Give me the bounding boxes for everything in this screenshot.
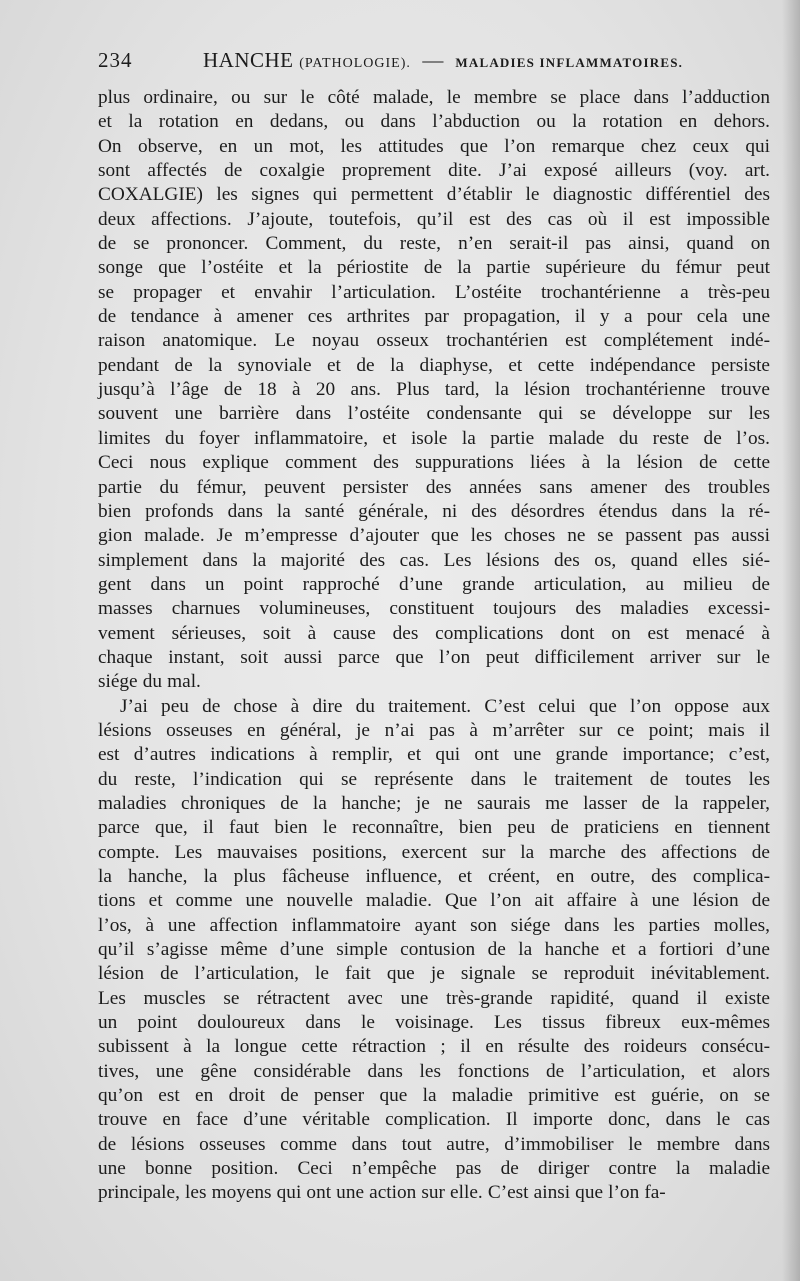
text-line: se propager et envahir l’articulation. L’ostéite trochantérienne a très-peu [98, 281, 770, 303]
text-line: de lésions osseuses comme dans tout autre, d’immobiliser le membre dans [98, 1133, 770, 1155]
text-line: songe que l’ostéite et la périostite de la partie supérieure du fémur peut [98, 257, 770, 279]
running-head-title [203, 48, 683, 73]
paragraph-1 [98, 86, 770, 695]
text-line: qu’on est en droit de penser que la maladie primitive est guérie, on se [98, 1085, 770, 1107]
text-line: vement sérieuses, soit à cause des complications dont on est menacé à [98, 622, 770, 644]
page-number: 234 [98, 48, 133, 72]
text-line: un point douloureux dans le voisinage. Les tissus fibreux eux-mêmes [98, 1012, 770, 1034]
text-line: de se prononcer. Comment, du reste, n’en serait-il pas ainsi, quand on [98, 233, 770, 255]
text-line: bien profonds dans la santé générale, ni des désordres étendus dans la ré- [98, 500, 770, 522]
text-line: subissent à la longue cette rétraction ; il en résulte des roideurs consécu- [98, 1036, 770, 1058]
running-head-dash: — [422, 48, 444, 72]
page-edge-shadow [782, 0, 800, 1281]
running-head-paren: (PATHOLOGIE). [299, 56, 411, 71]
text-line: COXALGIE) les signes qui permettent d’établir le diagnostic différentiel des [98, 184, 770, 206]
text-line: chaque instant, soit aussi parce que l’on peut difficilement arriver sur le [98, 646, 770, 668]
text-line: simplement dans la majorité des cas. Les lésions des os, quand elles sié- [98, 549, 770, 571]
text-line: de tendance à amener ces arthrites par propagation, il y a pour cela une [98, 306, 770, 328]
text-line: gion malade. Je m’empresse d’ajouter que les choses ne se passent pas aussi [98, 525, 770, 547]
text-line: est d’autres indications à remplir, et qui ont une grande importance; c’est, [98, 744, 770, 766]
text-line: parce que, il faut bien le reconnaître, bien peu de praticiens en tiennent [98, 817, 770, 839]
text-line: J’ai peu de chose à dire du traitement. C’est celui que l’on oppose aux [120, 695, 770, 717]
text-line: souvent une barrière dans l’ostéite condensante qui se développe sur les [98, 403, 770, 425]
running-head-main: HANCHE [203, 48, 294, 72]
text-line: trouve en face d’une véritable complication. Il importe donc, dans le cas [98, 1109, 770, 1131]
text-line: tives, une gêne considérable dans les fonctions de l’articulation, et alors [98, 1060, 770, 1082]
text-line: On observe, en un mot, les attitudes que l’on remarque chez ceux qui [98, 135, 770, 157]
text-line: Les muscles se rétractent avec une très-grande rapidité, quand il existe [98, 987, 770, 1009]
text-line: tions et comme une nouvelle maladie. Que l’on ait affaire à une lésion de [98, 890, 770, 912]
text-line: jusqu’à l’âge de 18 à 20 ans. Plus tard, la lésion trochantérienne trouve [98, 379, 770, 401]
text-line: Ceci nous explique comment des suppurations liées à la lésion de cette [98, 452, 770, 474]
text-line: compte. Les mauvaises positions, exercent sur la marche des affections de [98, 841, 770, 863]
text-line: une bonne position. Ceci n’empêche pas de diriger contre la maladie [98, 1158, 770, 1180]
text-line: et la rotation en dedans, ou dans l’abduction ou la rotation en dehors. [98, 111, 770, 133]
text-line: raison anatomique. Le noyau osseux trochantérien est complétement indé- [98, 330, 770, 352]
text-line: sont affectés de coxalgie proprement dite. J’ai exposé ailleurs (voy. art. [98, 160, 770, 182]
running-header [98, 48, 738, 78]
running-head-subtitle: MALADIES INFLAMMATOIRES. [455, 55, 684, 70]
text-line: l’os, à une affection inflammatoire ayant son siége dans les parties molles, [98, 914, 770, 936]
text-line: siége du mal. [98, 671, 201, 693]
paragraph-2 [98, 695, 770, 1206]
text-line: qu’il s’agisse même d’une simple contusion de la hanche et a fortiori d’une [98, 939, 770, 961]
text-line: gent dans un point rapproché d’une grande articulation, au milieu de [98, 573, 770, 595]
text-line: principale, les moyens qui ont une action sur elle. C’est ainsi que l’on fa- [98, 1182, 666, 1204]
text-line: lésions osseuses en général, je n’ai pas à m’arrêter sur ce point; mais il [98, 719, 770, 741]
text-line: limites du foyer inflammatoire, et isole la partie malade du reste de l’os. [98, 427, 770, 449]
body-text [98, 86, 770, 1206]
text-line: lésion de l’articulation, le fait que je signale se reproduit inévitablement. [98, 963, 770, 985]
text-line: pendant de la synoviale et de la diaphyse, et cette indépendance persiste [98, 354, 770, 376]
text-line: masses charnues volumineuses, constituent toujours des maladies excessi- [98, 598, 770, 620]
text-line: du reste, l’indication qui se représente dans le traitement de toutes les [98, 768, 770, 790]
text-line: partie du fémur, peuvent persister des années sans amener des troubles [98, 476, 770, 498]
text-line: plus ordinaire, ou sur le côté malade, le membre se place dans l’adduction [98, 87, 770, 108]
text-line: la hanche, la plus fâcheuse influence, et créent, en outre, des complica- [98, 866, 770, 887]
text-line: maladies chroniques de la hanche; je ne saurais me lasser de la rappeler, [98, 792, 770, 814]
text-line: deux affections. J’ajoute, toutefois, qu’il est des cas où il est impossible [98, 208, 770, 230]
